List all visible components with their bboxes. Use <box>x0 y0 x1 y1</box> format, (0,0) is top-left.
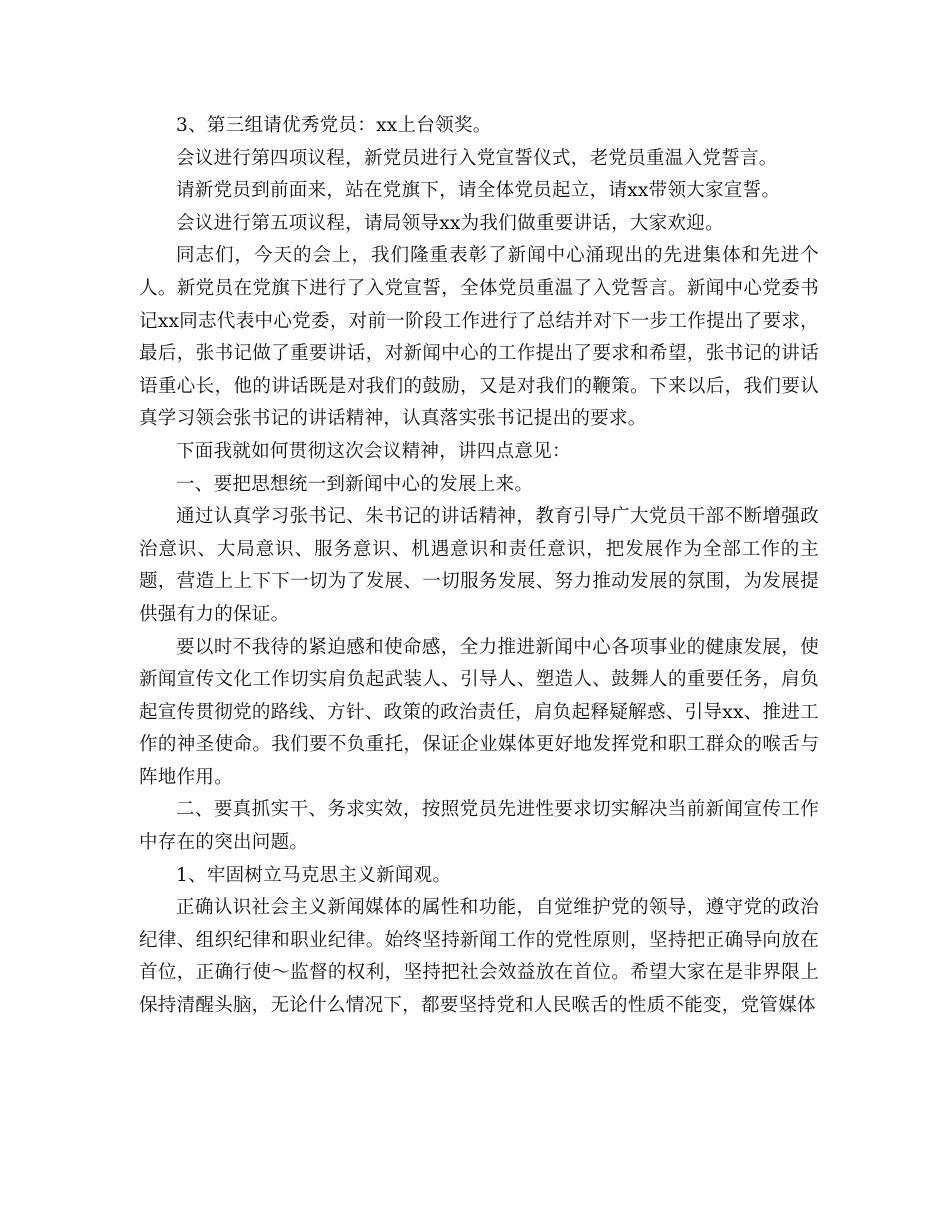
paragraph-award: 3、第三组请优秀党员：xx上台领奖。 <box>176 115 492 136</box>
paragraph-subpoint-one: 正确认识社会主义新闻媒体的属性和功能，自觉维护党的领导，遵守党的政治纪律、组织纪律和职业纪律。始终坚持新闻工作的党性原则，坚持把正确导向放在首位，正确行使～监督的权利，坚持把社会效益放在首位。希望大家在是非界限上保持清醒头脑，无论什么情况下，都要坚持党和人民喉舌的性质不能变，党管媒体 <box>139 897 819 1017</box>
heading-subpoint-one: 1、牢固树立马克思主义新闻观。 <box>176 864 452 886</box>
heading-point-two: 二、要真抓实干、务求实效，按照党员先进性要求切实解决当前新闻宣传工作中存在的突出问题。 <box>139 799 819 854</box>
paragraph-point-one-b: 要以时不我待的紧迫感和使命感，全力推进新闻中心各项事业的健康发展，使新闻宣传文化工作切实肩负起武装人、引导人、塑造人、鼓舞人的重要任务，肩负起宣传贯彻党的路线、方针、政策的政治责任，肩负起释疑解惑、引导xx、推进工作的神圣使命。我们要不负重托，保证企业媒体更好地发挥党和职工群众的喉舌与阵地作用。 <box>139 636 819 788</box>
document-body <box>139 110 819 1023</box>
paragraph-summary: 同志们，今天的会上，我们隆重表彰了新闻中心涌现出的先进集体和先进个人。新党员在党旗下进行了入党宣誓，全体党员重温了入党誓言。新闻中心党委书记xx同志代表中心党委，对前一阶段工作进行了总结并对下一步工作提出了要求，最后，张书记做了重要讲话，对新闻中心的工作提出了要求和希望，张书记的讲话语重心长，他的讲话既是对我们的鼓励，又是对我们的鞭策。下来以后，我们要认真学习领会张书记的讲话精神，认真落实张书记提出的要求。 <box>139 245 819 430</box>
paragraph-intro-opinions: 下面我就如何贯彻这次会议精神，讲四点意见： <box>176 440 571 462</box>
heading-point-one: 一、要把思想统一到新闻中心的发展上来。 <box>176 473 534 495</box>
paragraph-point-one-a: 通过认真学习张书记、朱书记的讲话精神，教育引导广大党员干部不断增强政治意识、大局意识、服务意识、机遇意识和责任意识，把发展作为全部工作的主题，营造上上下下一切为了发展、一切服务发展、努力推动发展的氛围，为发展提供强有力的保证。 <box>139 506 819 625</box>
paragraph-agenda-four: 会议进行第四项议程，新党员进行入党宣誓仪式，老党员重温入党誓言。 <box>176 147 778 169</box>
paragraph-agenda-five: 会议进行第五项议程，请局领导xx为我们做重要讲话，大家欢迎。 <box>176 212 724 234</box>
paragraph-oath: 请新党员到前面来，站在党旗下，请全体党员起立，请xx带领大家宣誓。 <box>176 180 781 202</box>
